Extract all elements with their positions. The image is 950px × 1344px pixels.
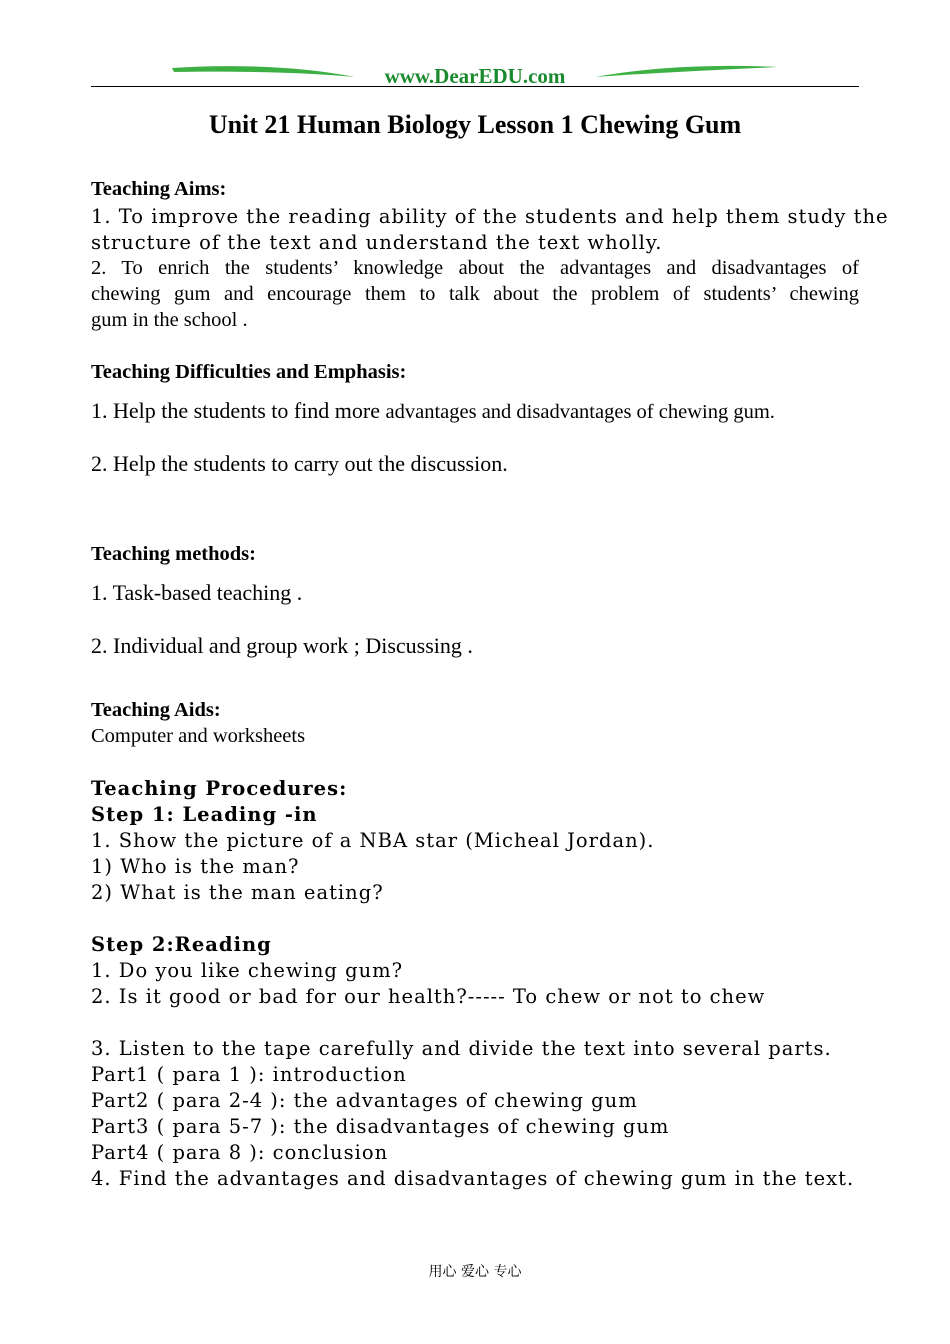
methods-item2: 2. Individual and group work ; Discussing . — [91, 633, 473, 658]
step1-heading: Step 1: Leading -in — [91, 803, 318, 826]
step1-line3: 2) What is the man eating? — [91, 881, 384, 904]
methods-item1: 1. Task-based teaching . — [91, 580, 303, 605]
footer-text: 用心 爱心 专心 — [428, 1264, 522, 1280]
difficulties-item2: 2. Help the students to carry out the discussion. — [91, 451, 508, 476]
step2-line3: 3. Listen to the tape carefully and divide the text into several parts. — [91, 1037, 832, 1060]
step2-part1: Part1 ( para 1 ): introduction — [91, 1063, 407, 1086]
aids-text: Computer and worksheets — [91, 725, 306, 747]
page-title: Unit 21 Human Biology Lesson 1 Chewing Gum — [208, 110, 742, 139]
aims-item1-line2: structure of the text and understand the text wholly. — [91, 231, 663, 254]
logo-text: www.DearEDU.com — [384, 64, 566, 88]
right-swoosh-shape — [595, 66, 778, 77]
difficulties-item1-part-b: advantages and disadvantages of chewing gum. — [385, 401, 775, 423]
step2-line4: 4. Find the advantages and disadvantages of chewing gum in the text. — [91, 1167, 855, 1190]
step2-line2: 2. Is it good or bad for our health?----- To chew or not to chew — [91, 985, 766, 1008]
aims-heading: Teaching Aims: — [91, 178, 227, 200]
aids-heading: Teaching Aids: — [91, 699, 221, 721]
step1-line2: 1) Who is the man? — [91, 855, 300, 878]
step2-heading: Step 2:Reading — [91, 933, 272, 956]
difficulties-item1 — [91, 398, 775, 424]
aims-item2-line2: chewing gum and encourage them to talk about the problem of students’ chewing — [91, 283, 859, 305]
left-swoosh-shape — [172, 66, 355, 77]
step1-line1: 1. Show the picture of a NBA star (Micheal Jordan). — [91, 829, 655, 852]
aims-item2-line3: gum in the school . — [91, 309, 248, 331]
difficulties-heading: Teaching Difficulties and Emphasis: — [91, 361, 407, 383]
difficulties-item1-part-a: 1. Help the students to find more — [91, 398, 386, 423]
step2-part2: Part2 ( para 2-4 ): the advantages of chewing gum — [91, 1089, 638, 1112]
header-rule — [91, 86, 859, 87]
methods-heading: Teaching methods: — [91, 543, 256, 565]
aims-item1-line1: 1. To improve the reading ability of the students and help them study the — [91, 205, 889, 228]
step2-part4: Part4 ( para 8 ): conclusion — [91, 1141, 389, 1164]
header-logo — [170, 62, 780, 88]
step2-line1: 1. Do you like chewing gum? — [91, 959, 404, 982]
aims-item2-line1: 2. To enrich the students’ knowledge about the advantages and disadvantages of — [91, 257, 859, 279]
step2-part3: Part3 ( para 5-7 ): the disadvantages of chewing gum — [91, 1115, 670, 1138]
procedures-heading: Teaching Procedures: — [91, 777, 348, 800]
